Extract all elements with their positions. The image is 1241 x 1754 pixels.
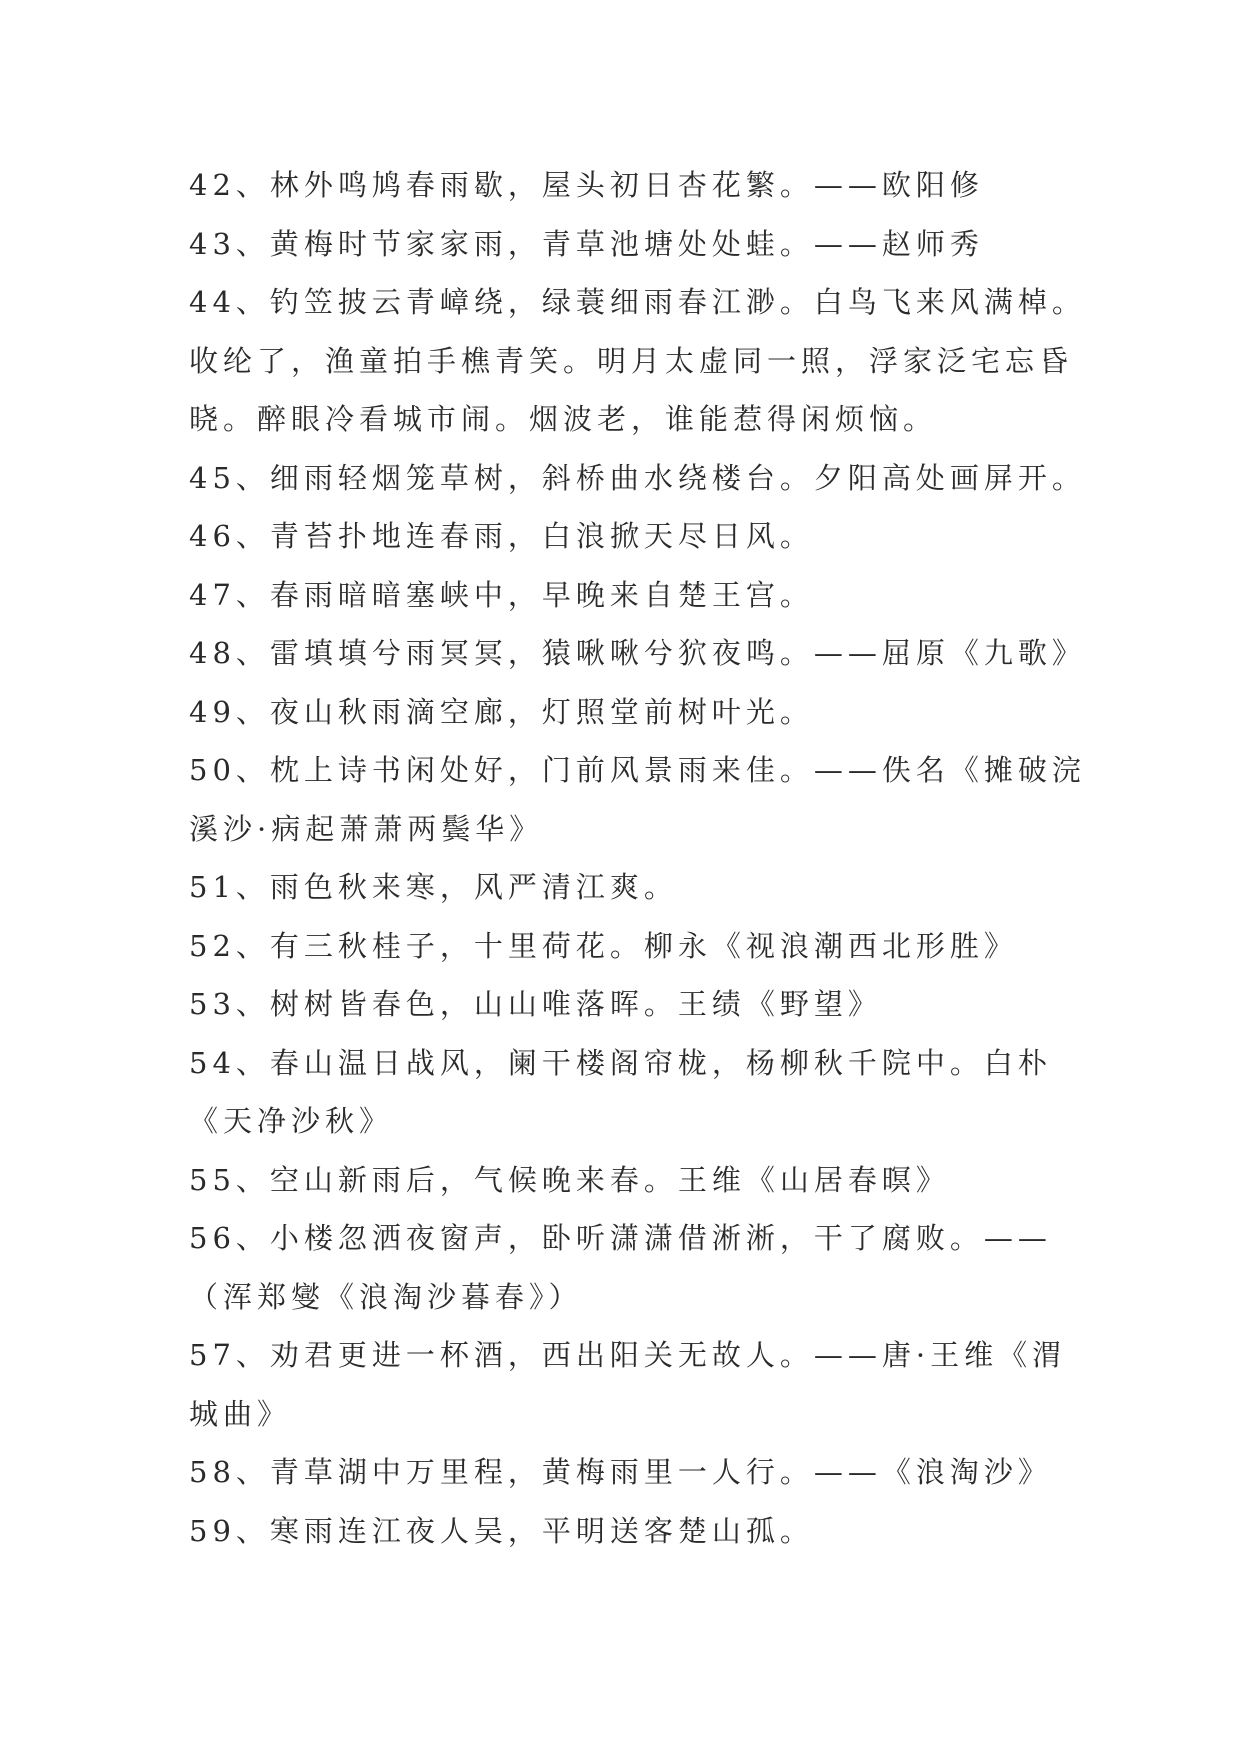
- text-line: 58、青草湖中万里程，黄梅雨里一人行。——《浪淘沙》: [189, 1455, 1052, 1489]
- text-line: 42、林外鸣鸠春雨歇，屋头初日杏花繁。——欧阳修: [189, 168, 984, 202]
- text-line: 56、小楼忽洒夜窗声，卧听潇潇借淅淅，干了腐败。——: [189, 1221, 1052, 1255]
- text-line: 57、劝君更进一杯酒，西出阳关无故人。——唐·王维《渭: [189, 1338, 1067, 1372]
- text-line: 城曲》: [189, 1396, 292, 1431]
- text-line: 48、雷填填兮雨冥冥，猿啾啾兮狖夜鸣。——屈原《九歌》: [189, 636, 1086, 670]
- text-line: 溪沙·病起萧萧两鬓华》: [189, 811, 544, 846]
- text-line: （浑郑燮《浪淘沙暮春》）: [189, 1279, 583, 1314]
- text-line: 54、春山温日战风，阑干楼阁帘栊，杨柳秋千院中。白朴: [189, 1045, 1052, 1080]
- text-line: 51、雨色秋来寒，风严清江爽。: [189, 870, 678, 904]
- text-line: 53、树树皆春色，山山唯落晖。王绩《野望》: [189, 987, 882, 1021]
- poem-list: [189, 156, 1089, 1560]
- text-line: 45、细雨轻烟笼草树，斜桥曲水绕楼台。夕阳高处画屏开。: [189, 460, 1086, 495]
- text-line: 47、春雨暗暗塞峡中，早晚来自楚王宫。: [189, 577, 814, 612]
- text-line: 《天净沙秋》: [189, 1104, 394, 1138]
- text-line: 52、有三秋桂子，十里荷花。柳永《视浪潮西北形胜》: [189, 928, 1018, 963]
- text-line: 晓。醉眼冷看城市闹。烟波老，谁能惹得闲烦恼。: [189, 402, 938, 436]
- text-line: 59、寒雨连江夜人吴，平明送客楚山孤。: [189, 1513, 814, 1548]
- text-line: 收纶了，渔童拍手樵青笑。明月太虚同一照，浮家泛宅忘昏: [189, 343, 1074, 378]
- text-line: 49、夜山秋雨滴空廊，灯照堂前树叶光。: [189, 694, 814, 729]
- text-line: 46、青苔扑地连春雨，白浪掀天尽日风。: [189, 519, 814, 553]
- text-line: 55、空山新雨后，气候晚来春。王维《山居春暝》: [189, 1162, 950, 1197]
- text-line: 43、黄梅时节家家雨，青草池塘处处蛙。——赵师秀: [189, 226, 984, 261]
- text-line: 50、枕上诗书闲处好，门前风景雨来佳。——佚名《摊破浣: [189, 753, 1086, 787]
- text-line: 44、钓笠披云青嶂绕，绿蓑细雨春江渺。白鸟飞来风满棹。: [189, 285, 1086, 319]
